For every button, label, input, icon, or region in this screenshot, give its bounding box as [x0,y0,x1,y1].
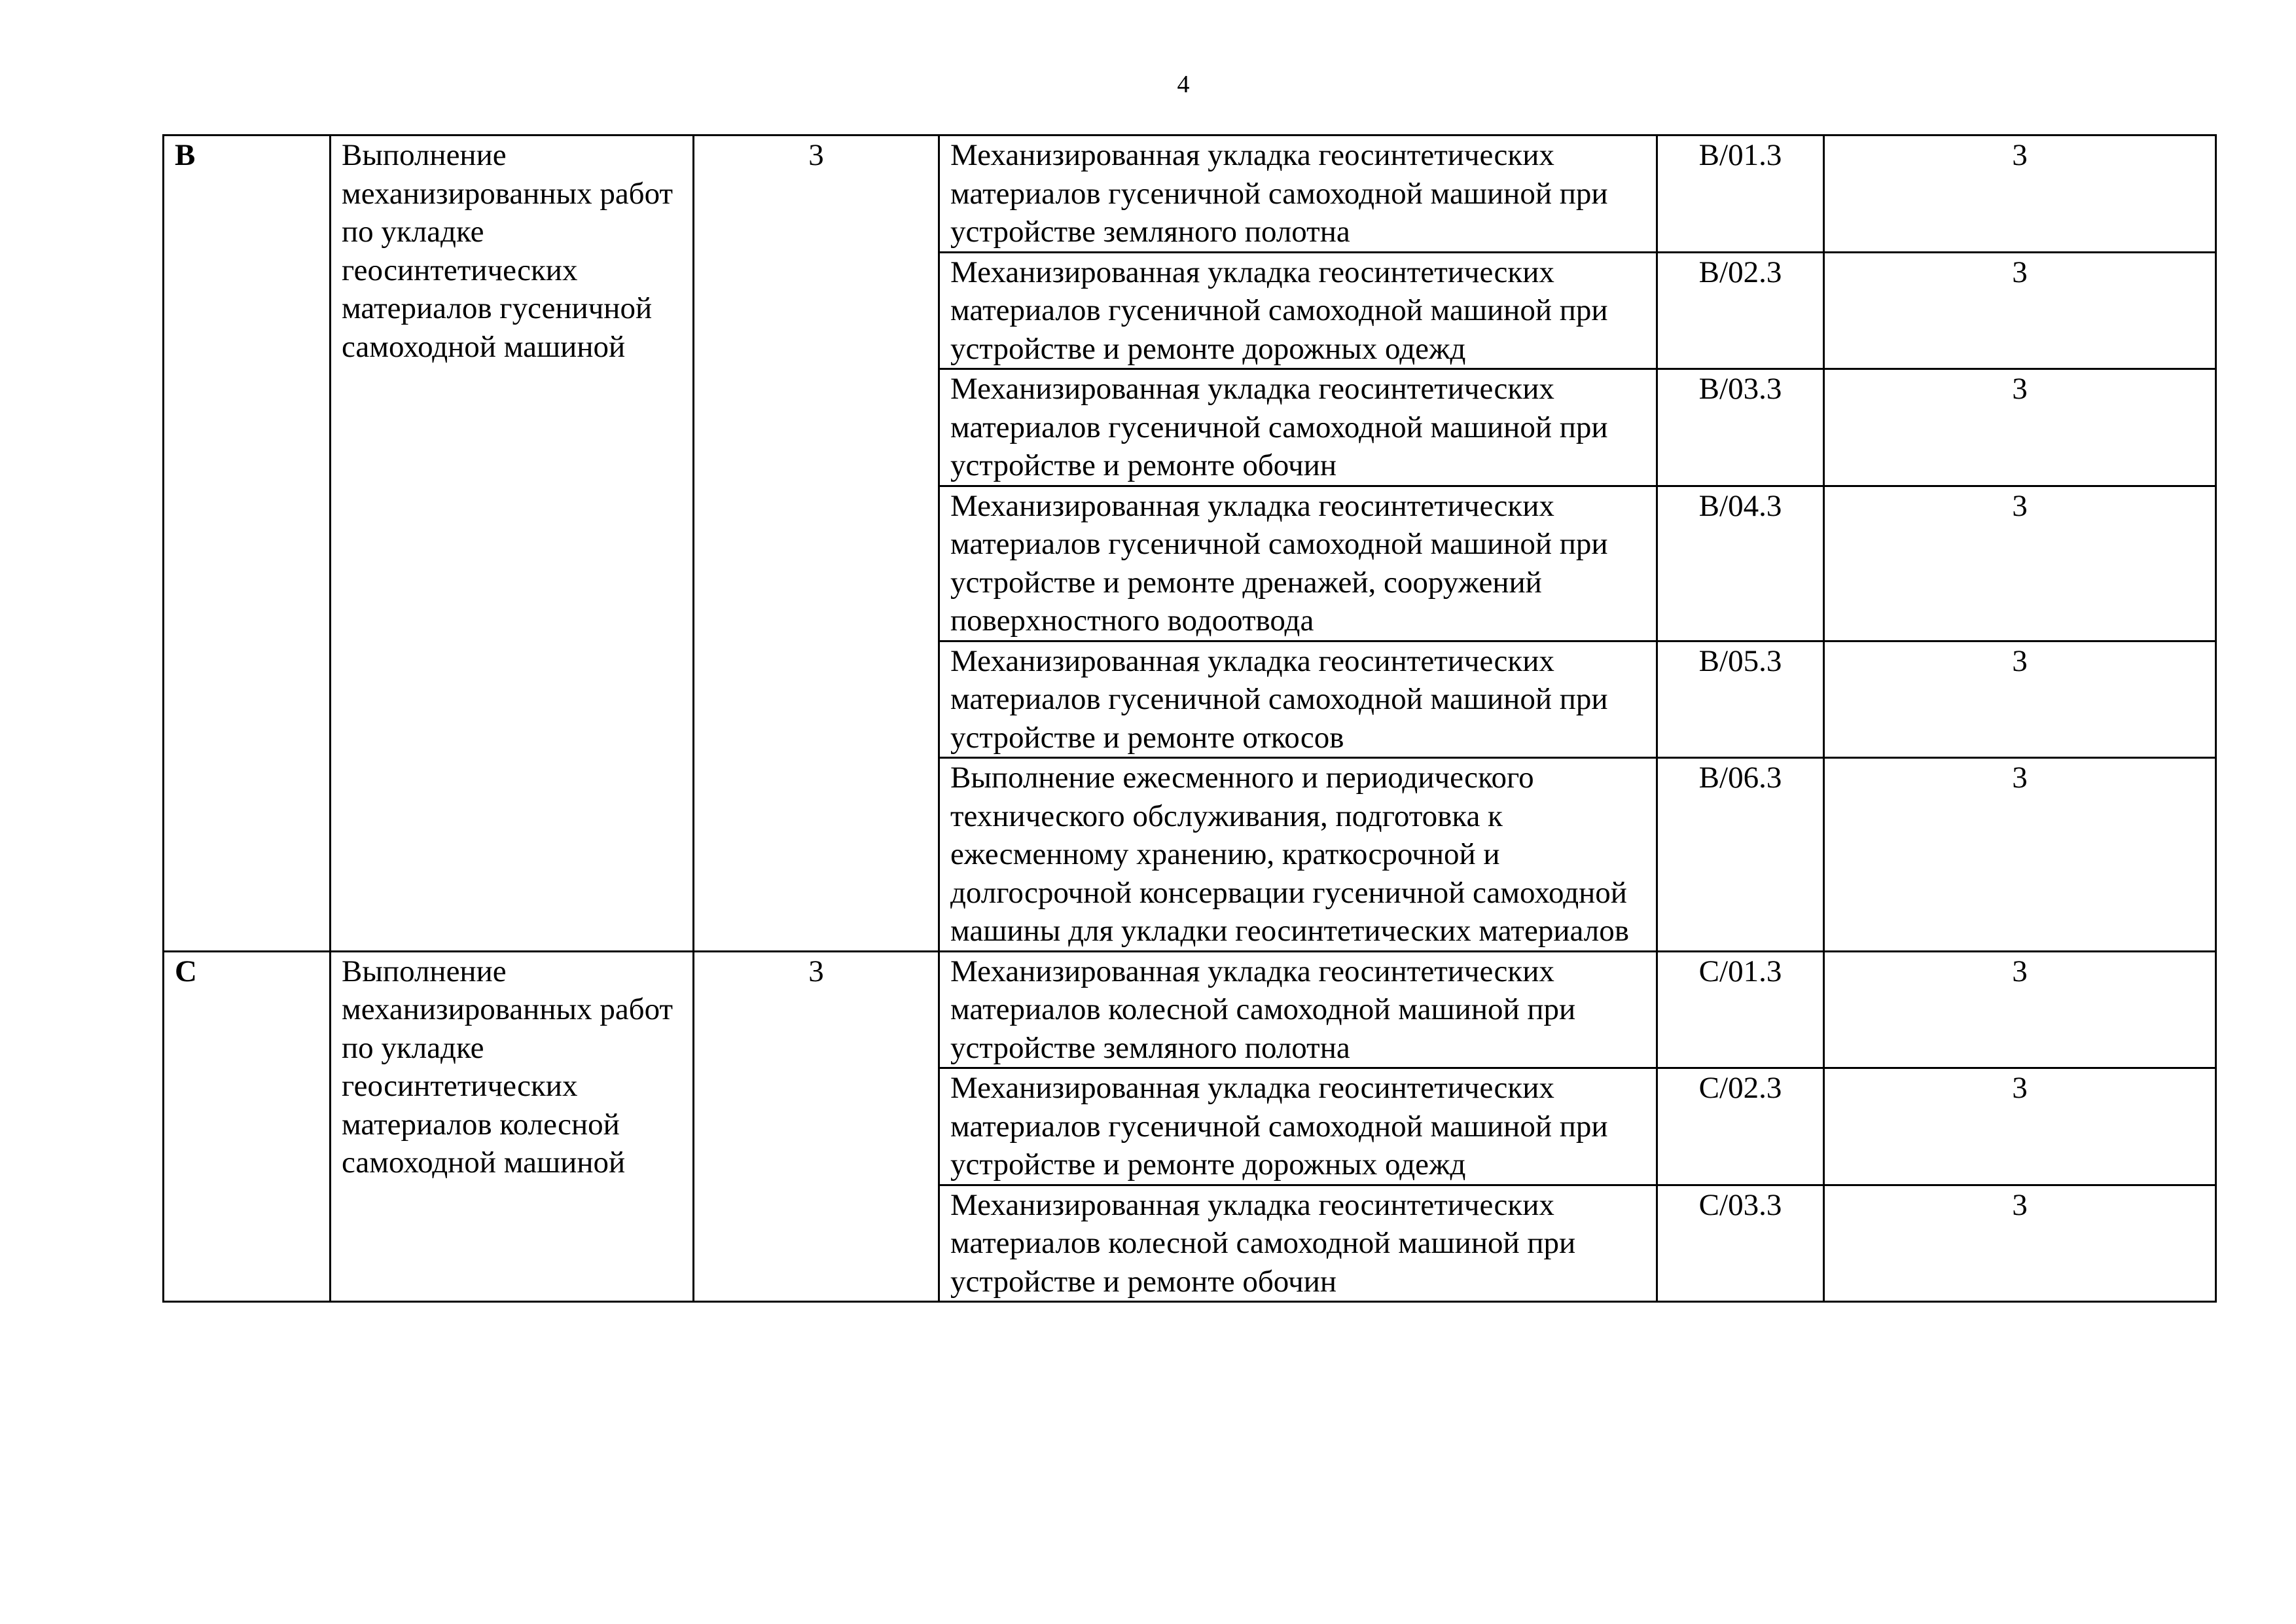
function-level-cell: 3 [1824,135,2216,253]
function-name-cell: Механизированная укладка геосинтетических материалов колесной самоходной машиной при устройстве и ремонте обочин [939,1185,1657,1302]
function-code-cell: C/03.3 [1657,1185,1824,1302]
function-code-cell: B/04.3 [1657,486,1824,641]
function-name-cell: Механизированная укладка геосинтетических материалов гусеничной самоходной машиной при устройстве земляного полотна [939,135,1657,253]
table-row [164,951,2216,1068]
group-level-cell: 3 [694,951,939,1302]
function-level-cell: 3 [1824,1068,2216,1185]
page-number: 4 [1177,71,1190,98]
function-name-cell: Выполнение ежесменного и периодического технического обслуживания, подготовка к ежесменному хранению, краткосрочной и долгосрочной консервации гусеничной самоходной машины для укладки геосинтетических материалов [939,758,1657,952]
function-code-cell: B/05.3 [1657,641,1824,758]
function-level-cell: 3 [1824,641,2216,758]
group-level-cell: 3 [694,135,939,952]
function-level-cell: 3 [1824,369,2216,486]
function-level-cell: 3 [1824,1185,2216,1302]
function-level-cell: 3 [1824,951,2216,1068]
function-name-cell: Механизированная укладка геосинтетических материалов гусеничной самоходной машиной при устройстве и ремонте дорожных одежд [939,1068,1657,1185]
group-name-cell: Выполнение механизированных работ по укладке геосинтетических материалов колесной самоходной машиной [331,951,694,1302]
group-name-cell: Выполнение механизированных работ по укладке геосинтетических материалов гусеничной самоходной машиной [331,135,694,952]
group-code-cell: C [164,951,331,1302]
function-code-cell: C/02.3 [1657,1068,1824,1185]
function-code-cell: B/06.3 [1657,758,1824,952]
function-level-cell: 3 [1824,486,2216,641]
function-name-cell: Механизированная укладка геосинтетических материалов гусеничной самоходной машиной при устройстве и ремонте обочин [939,369,1657,486]
function-code-cell: B/02.3 [1657,252,1824,369]
function-code-cell: B/01.3 [1657,135,1824,253]
function-level-cell: 3 [1824,758,2216,952]
function-code-cell: C/01.3 [1657,951,1824,1068]
function-code-cell: B/03.3 [1657,369,1824,486]
function-name-cell: Механизированная укладка геосинтетических материалов гусеничной самоходной машиной при устройстве и ремонте дорожных одежд [939,252,1657,369]
table-row [164,135,2216,253]
function-name-cell: Механизированная укладка геосинтетических материалов гусеничной самоходной машиной при устройстве и ремонте откосов [939,641,1657,758]
function-level-cell: 3 [1824,252,2216,369]
function-name-cell: Механизированная укладка геосинтетических материалов колесной самоходной машиной при устройстве земляного полотна [939,951,1657,1068]
function-name-cell: Механизированная укладка геосинтетических материалов гусеничной самоходной машиной при устройстве и ремонте дренажей, сооружений поверхностного водоотвода [939,486,1657,641]
group-code-cell: B [164,135,331,952]
labor-functions-table [162,134,2217,1303]
